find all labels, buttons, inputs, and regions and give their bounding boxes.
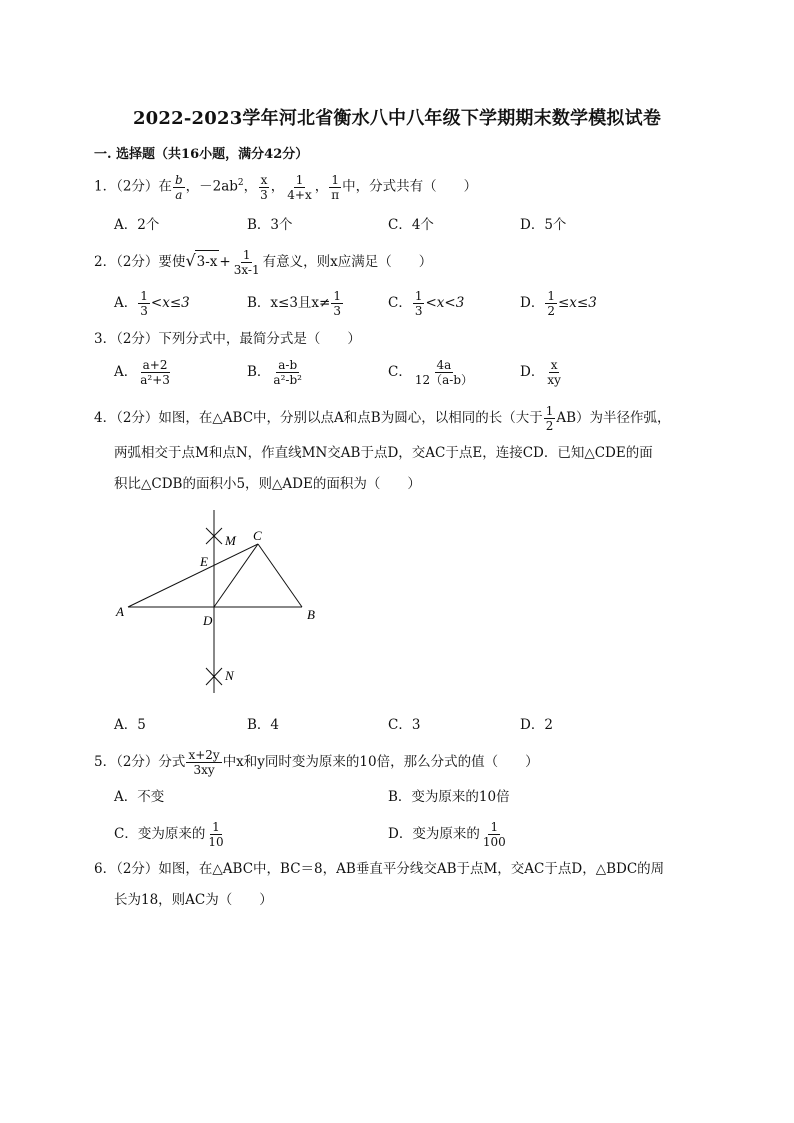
q5-option-d: D．变为原来的 $\frac{1}{100}$	[388, 820, 506, 849]
q4-option-c: C．3	[388, 717, 421, 733]
question-5: 5．（2分）分式 $\frac{x+2y}{3xy}$ 中x和y同时变为原来的10倍，那么分式的值（ ）	[94, 748, 539, 777]
q2-option-b: B．x≤3且x≠ $\frac{1}{3}$	[247, 289, 342, 318]
segment-bc	[258, 544, 302, 607]
question-1: 1．（2分）在 $\frac{b}{a}$ ，$-2ab^2$， $\frac{x}{3}$ ， $\frac{1}{4+x}$ ， $\frac{1}{\pi}$ 中，分式共有（ ）	[94, 172, 478, 202]
q5-frac: $\frac{x+2y}{3xy}$	[188, 748, 220, 777]
q2-option-d: D． $\frac{1}{2}$ ≤x≤3	[520, 289, 597, 318]
question-4-line-1: 4．（2分）如图，在△ABC中，分别以点A和点B为圆心，以相同的长（大于 $\frac{1}{2}$ AB）为半径作弧，	[94, 404, 671, 433]
q2-option-a: A． $\frac{1}{3}$ <x≤3	[114, 289, 190, 318]
label-n: N	[225, 668, 234, 683]
question-2: 2．（2分）要使√3-x + $\frac{1}{3x-1}$ 有意义，则x应满足（ ）	[94, 248, 433, 277]
q4-option-a: A．5	[114, 717, 146, 733]
q4-option-d: D．2	[520, 717, 553, 733]
q4-option-b: B．4	[247, 717, 280, 733]
q2-radicand: 3-x	[195, 250, 220, 273]
question-4-line-2: 两弧相交于点M和点N，作直线MN交AB于点D，交AC于点E，连接CD．已知△CDE的面	[114, 445, 653, 461]
triangle-figure	[112, 510, 332, 700]
q1-term: ，－2ab	[185, 178, 238, 195]
q3-option-c: C． $\frac{4a}{12(a-b)}$	[388, 358, 474, 387]
segment-ac	[128, 544, 258, 607]
q1-option-d: D．5个	[520, 217, 567, 233]
q1-option-c: C．4个	[388, 217, 434, 233]
label-b: B	[307, 607, 315, 622]
label-e: E	[200, 554, 208, 569]
label-a: A	[116, 604, 124, 619]
q1-suffix: 中，分式共有（ ）	[342, 178, 478, 195]
section-heading: 一. 选择题（共16小题，满分42分）	[94, 147, 309, 162]
q1-frac-4: $\frac{1}{\pi}$	[331, 172, 340, 202]
q5-option-b: B．变为原来的10倍	[388, 789, 510, 805]
question-6-line-2: 长为18，则AC为（ ）	[114, 892, 273, 908]
q3-option-d: D． $\frac{x}{xy}$	[520, 358, 561, 387]
q5-option-a: A．不变	[114, 789, 165, 805]
question-4-line-3: 积比△CDB的面积小5，则△ADE的面积为（ ）	[114, 476, 421, 492]
q1-exponent: 2	[237, 178, 244, 188]
q2-frac: $\frac{1}{3x-1}$	[233, 248, 260, 277]
q1-frac-2: $\frac{x}{3}$	[260, 172, 268, 202]
q3-option-b: B． $\frac{a-b}{\text{a²-b²}}$	[247, 358, 302, 387]
label-c: C	[253, 528, 262, 543]
sqrt-icon: √	[185, 251, 196, 270]
q1-prefix: 1．（2分）在	[94, 178, 172, 195]
q1-frac-3: $\frac{1}{4+x}$	[287, 172, 312, 202]
q1-frac-1: $\frac{b}{a}$	[174, 172, 183, 202]
q1-option-a: A．2个	[114, 217, 160, 233]
q3-option-a: A． $\frac{a+2}{\text{a²+3}}$	[114, 358, 170, 387]
label-d: D	[203, 613, 213, 628]
label-m: M	[225, 533, 236, 548]
q1-option-b: B．3个	[247, 217, 293, 233]
question-6-line-1: 6．（2分）如图，在△ABC中，BC＝8，AB垂直平分线交AB于点M，交AC于点D，△BDC的周	[94, 861, 665, 877]
segment-cd	[214, 544, 258, 607]
q5-option-c: C．变为原来的 $\frac{1}{10}$	[114, 820, 224, 849]
question-3: 3．（2分）下列分式中，最简分式是（ ）	[94, 331, 361, 347]
q2-option-c: C． $\frac{1}{3}$ <x<3	[388, 289, 465, 318]
page-title: 2022-2023学年河北省衡水八中八年级下学期期末数学模拟试卷	[132, 108, 662, 129]
